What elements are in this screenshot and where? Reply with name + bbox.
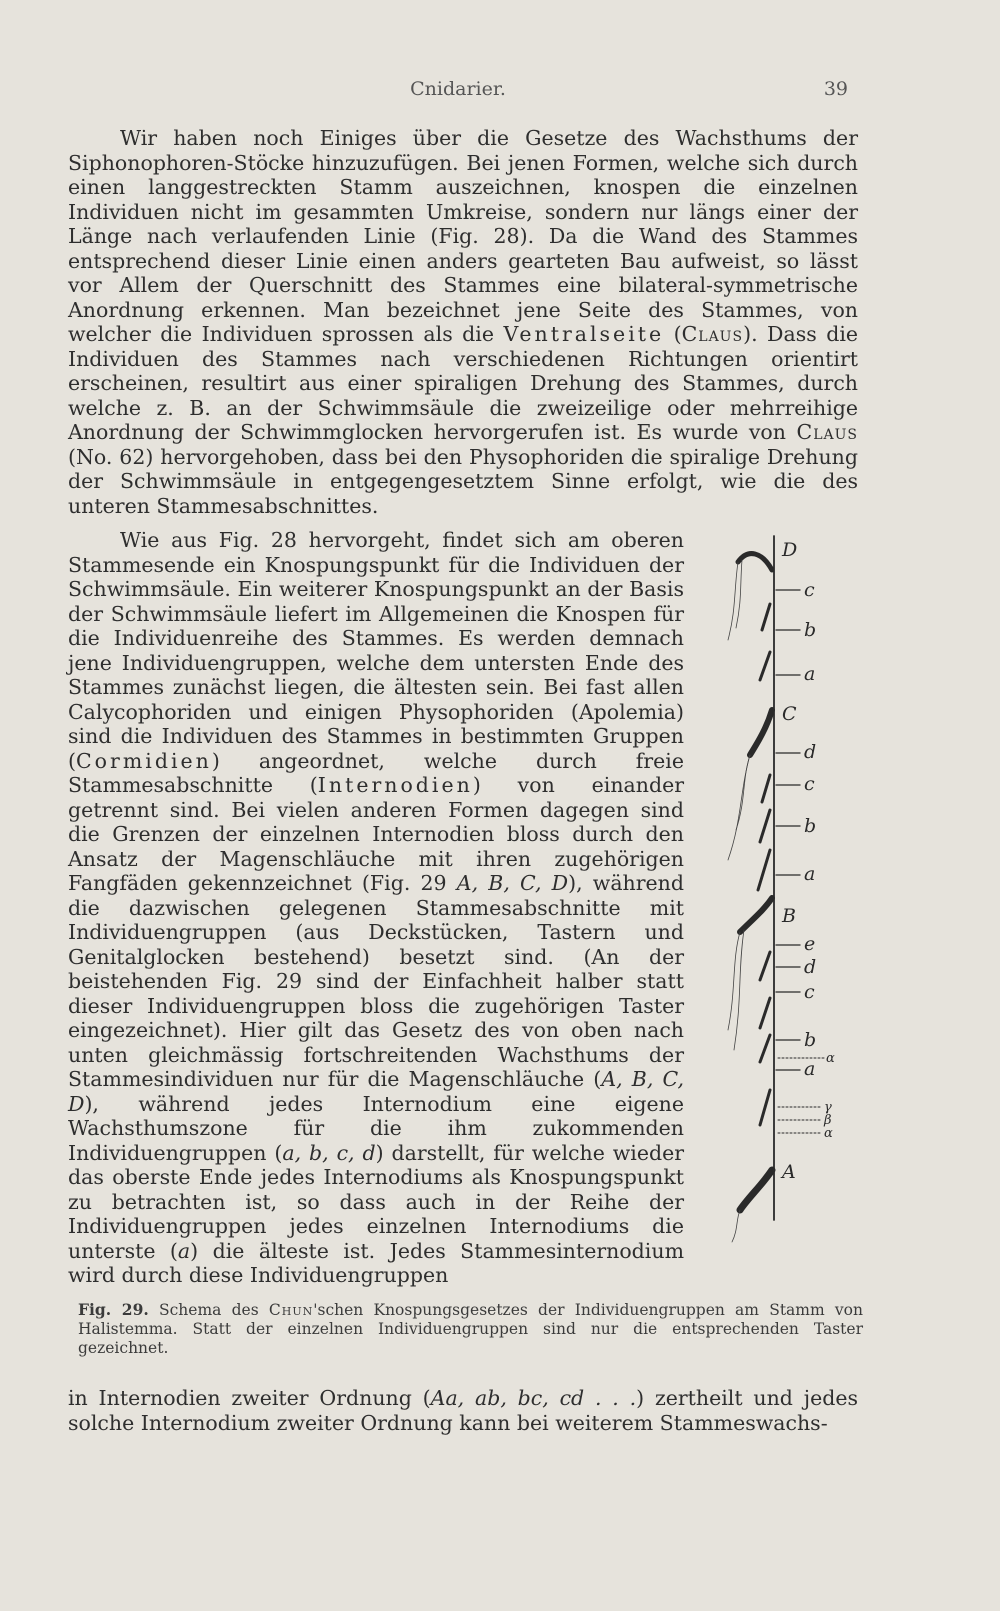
- label-a: a: [804, 863, 816, 885]
- taster: [762, 775, 770, 802]
- stomach-sac-B: [740, 898, 772, 932]
- p1-text-a: Wir haben noch Einiges über die Gesetze des Wachsthums der Siphonophoren-Stöcke hinzuzufügen. Bei jenen Formen, welche sich durch einen langgestreckten Stamm auszeichnen, knospen die einzelnen Individuen nicht im gesammten Umkreise, sondern nur längs einer der Länge nach verlaufenden Linie (Fig. 28). Da die Wand des Stammes entsprechend dieser Linie einen anders gearteten Bau aufweist, so lässt vor Allem der Querschnitt des Stammes eine bilateral-symmetrische Anordnung erkennen. Man bezeichnet jene Seite des Stammes, von welcher die Individuen sprossen als die: [68, 126, 858, 346]
- label-alpha: α: [824, 1126, 833, 1141]
- page-header: [68, 78, 848, 104]
- paragraph-1: [68, 126, 858, 518]
- caption-figure-number: Fig. 29.: [78, 1300, 149, 1319]
- label-A: A: [782, 1161, 796, 1183]
- label-c: c: [804, 773, 815, 795]
- caption-text-a: Schema des: [148, 1301, 269, 1319]
- p1-text-b: (: [664, 322, 682, 346]
- p1-text-c: ). Dass die Individuen des Stammes nach verschiedenen Richtungen orientirt erscheinen, resultirt aus einer spiraligen Drehung des Stammes, durch welche z. B. an der Schwimmsäule die zweizeilige oder mehrreihige Anordnung der Schwimmglocken hervorgerufen ist. Es wurde von: [68, 322, 859, 444]
- label-alpha: α: [826, 1051, 835, 1066]
- label-gamma: γ: [824, 1100, 832, 1115]
- taster: [762, 604, 770, 630]
- fig-letters: A, B, C, D: [68, 1067, 684, 1116]
- term-internodien: Internodien: [317, 773, 473, 797]
- stomach-sac-A: [740, 1170, 772, 1210]
- label-b: b: [804, 1029, 817, 1051]
- fig-letter: a: [177, 1238, 191, 1263]
- p2-text-e: ), während jedes Internodium eine eigene Wachsthumszone für die ihm zukommenden Individuengruppen (: [68, 1091, 684, 1165]
- p2-text-a: Wie aus Fig. 28 hervorgeht, findet sich am oberen Stammesende ein Knospungspunkt für die Individuen der Schwimmsäule. Ein weiterer Knospungspunkt an der Basis der Schwimmsäule liefert im Allgemeinen die Knospen für die Individuenreihe des Stammes. Es werden demnach jene Individuengruppen, welche dem untersten Ende des Stammes zunächst liegen, die ältesten sein. Bei fast allen Calycophoriden und einigen Physophoriden (Apolemia) sind die Individuen des Stammes in bestimmten Gruppen (: [68, 528, 684, 773]
- stomach-sac-D: [738, 554, 772, 570]
- fig-letters: a, b, c, d: [282, 1140, 376, 1165]
- p2-text-f: ) darstellt, für welche wieder das oberste Ende jedes Internodiums als Knospungspunkt zu betrachten ist, so dass auch in der Reihe der Individuengruppen jedes einzelnen Internodiums die unterste (: [68, 1140, 685, 1263]
- author-claus: Claus: [796, 420, 858, 444]
- taster: [760, 1035, 770, 1062]
- figure-caption: [78, 1300, 863, 1358]
- taster: [760, 998, 770, 1028]
- tentacle: [732, 1210, 740, 1242]
- label-b: b: [804, 815, 817, 837]
- label-D: D: [782, 539, 798, 561]
- taster: [760, 1090, 770, 1125]
- term-cormidien: Cormidien: [76, 748, 212, 773]
- page-number: 39: [823, 78, 848, 100]
- internode-terms: Aa, ab, bc, cd . . .: [430, 1386, 637, 1410]
- p3-text-a: in Internodien zweiter Ordnung (: [68, 1386, 431, 1410]
- stomach-sac-C: [750, 710, 772, 755]
- figure-29-diagram: [722, 530, 862, 1260]
- label-B: B: [782, 905, 796, 927]
- label-d: d: [804, 956, 817, 978]
- label-a: a: [804, 1058, 816, 1080]
- author-claus: Claus: [681, 322, 744, 346]
- author-chun: Chun: [268, 1301, 314, 1319]
- label-C: C: [782, 703, 797, 725]
- taster: [760, 952, 770, 980]
- caption-text-b: 'schen Knospungsgesetzes der Individuengruppen am Stamm von Halistemma. Statt der einzelnen Individuengruppen sind nur die entsprechenden Taster gezeichnet.: [78, 1301, 863, 1357]
- label-c: c: [804, 579, 815, 601]
- p2-text-b: ) angeordnet, welche durch freie Stammesabschnitte (: [68, 748, 684, 797]
- paragraph-3: [68, 1386, 858, 1435]
- label-a: a: [804, 663, 816, 685]
- label-beta: β: [824, 1113, 832, 1128]
- p1-text-d: (No. 62) hervorgehoben, dass bei den Physophoriden die spiralige Drehung der Schwimmsäule in entgegengesetztem Sinne erfolgt, wie die des unteren Stammesabschnittes.: [68, 444, 858, 518]
- tentacle: [728, 562, 738, 640]
- fig-letters: A, B, C, D: [456, 871, 569, 895]
- p2-text-d: ), während die dazwischen gelegenen Stammesabschnitte mit Individuengruppen (aus Deckstücken, Tastern und Genitalglocken bestehend) besetzt sind. (An der beistehenden Fig. 29 sind der Einfachheit halber statt dieser Individuengruppen bloss die zugehörigen Taster eingezeichnet). Hier gilt das Gesetz des von oben nach unten gleichmässig fortschreitenden Wachsthums der Stammesindividuen nur für die Magenschläuche (: [68, 871, 685, 1091]
- tentacle: [734, 930, 744, 1050]
- p2-text-c: ) von einander getrennt sind. Bei vielen anderen Formen dagegen sind die Grenzen der einzelnen Internodien bloss durch den Ansatz der Magenschläuche mit ihren zugehörigen Fangfäden gekennzeichnet (Fig. 29: [68, 773, 685, 895]
- taster: [760, 652, 770, 680]
- p3-text-b: ) zertheilt und jedes solche Internodium zweiter Ordnung kann bei weiterem Stammeswachs-: [68, 1386, 858, 1435]
- paragraph-2: [68, 528, 684, 1288]
- label-d: d: [804, 741, 817, 763]
- label-b: b: [804, 619, 817, 641]
- label-e: e: [804, 933, 816, 955]
- term-ventralseite: Ventralseite: [503, 322, 665, 346]
- p2-text-g: ) die älteste ist. Jedes Stammesinternodium wird durch diese Individuengruppen: [68, 1238, 685, 1287]
- taster: [758, 850, 770, 890]
- taster: [760, 810, 770, 842]
- running-title: Cnidarier.: [410, 78, 506, 100]
- label-c: c: [804, 981, 815, 1003]
